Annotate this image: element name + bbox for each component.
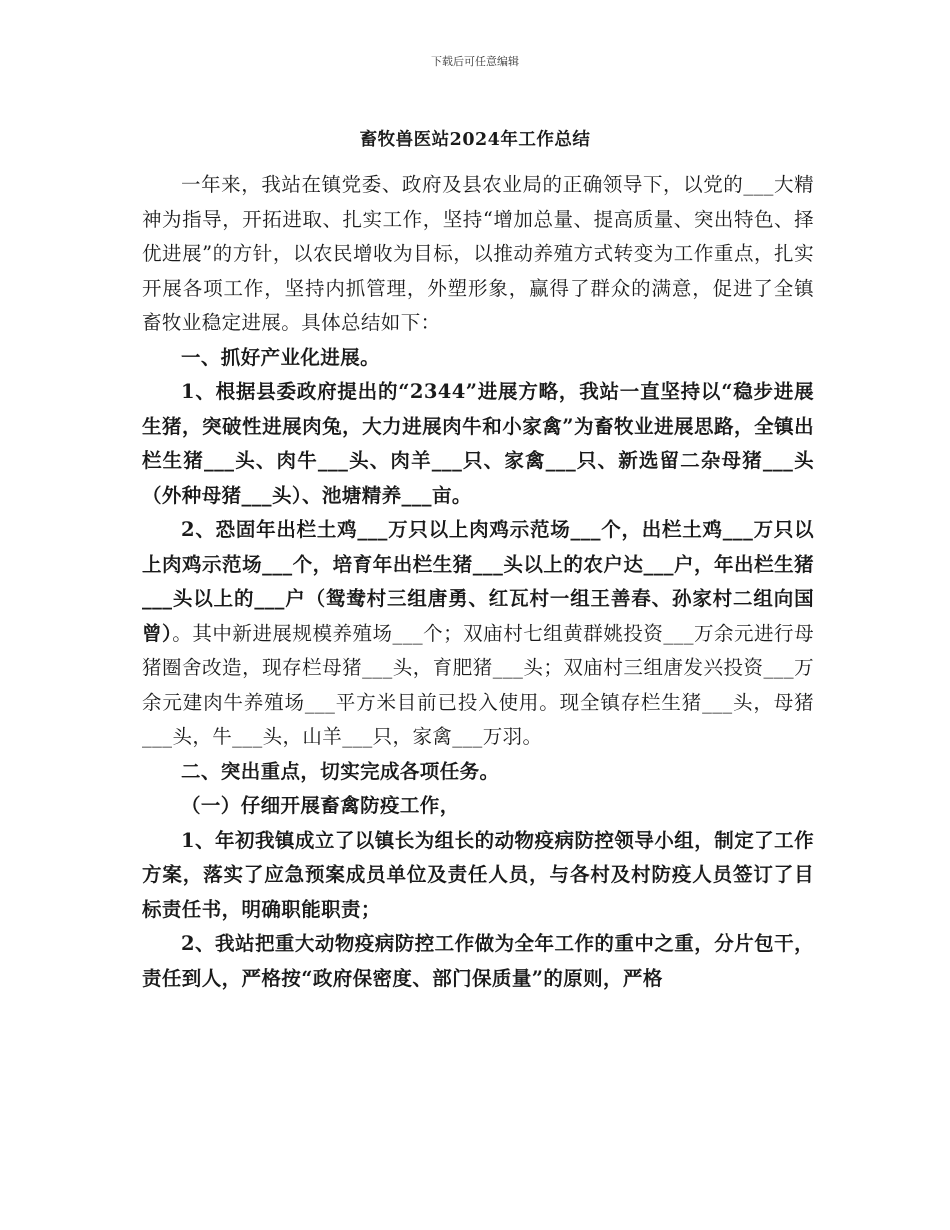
paragraph-item-2: [142, 513, 814, 755]
paragraph-intro: 一年来，我站在镇党委、政府及县农业局的正确领导下，以党的___大精神为指导，开拓进取、扎实工作，坚持“增加总量、提高质量、突出特色、择优进展”的方针，以农民增收为目标，以推动养殖方式转变为工作重点，扎实开展各项工作，坚持内抓管理，外塑形象，赢得了群众的满意，促进了全镇畜牧业稳定进展。具体总结如下：: [142, 173, 814, 334]
header-note: 下载后可任意编辑: [431, 55, 519, 68]
section-heading-1: 一、抓好产业化进展。: [181, 345, 381, 369]
paragraph-sub-item-1: 1、年初我镇成立了以镇长为组长的动物疫病防控领导小组，制定了工作方案，落实了应急预案成员单位及责任人员，与各村及村防疫人员签订了目标责任书，明确职能职责；: [142, 828, 814, 921]
document-body: [142, 168, 814, 996]
document-title: 畜牧兽医站2024年工作总结: [359, 130, 591, 150]
paragraph-item-2-bold: 2、恐固年出栏土鸡___万只以上肉鸡示范场___个，出栏土鸡___万只以上肉鸡示范场___个，培育年出栏生猪___头以上的农户达___户，年出栏生猪___头以上的___户（鸳鸯村三组唐勇、红瓦村一组王善春、孙家村二组向国曾）: [142, 518, 814, 645]
paragraph-item-1: 1、根据县委政府提出的“2344”进展方略，我站一直坚持以“稳步进展生猪，突破性进展肉兔，大力进展肉牛和小家禽”为畜牧业进展思路，全镇出栏生猪___头、肉牛___头、肉羊___只、家禽___只、新选留二杂母猪___头（外种母猪___头）、池塘精养___亩。: [142, 380, 814, 507]
subsection-heading-1: （一）仔细开展畜禽防疫工作，: [181, 794, 460, 817]
paragraph-sub-item-2: 2、我站把重大动物疫病防控工作做为全年工作的重中之重，分片包干，责任到人，严格按“政府保密度、部门保质量”的原则，严格: [142, 932, 814, 990]
section-heading-2: 二、突出重点，切实完成各项任务。: [181, 759, 500, 783]
paragraph-item-2-rest: 。其中新进展规模养殖场___个；双庙村七组黄群姚投资___万余元进行母猪圈舍改造，现存栏母猪___头，育肥猪___头；双庙村三组唐发兴投资___万余元建肉牛养殖场___平方米目前已投入使用。现全镇存栏生猪___头，母猪___头，牛___头，山羊___只，家禽___万羽。: [142, 621, 814, 748]
